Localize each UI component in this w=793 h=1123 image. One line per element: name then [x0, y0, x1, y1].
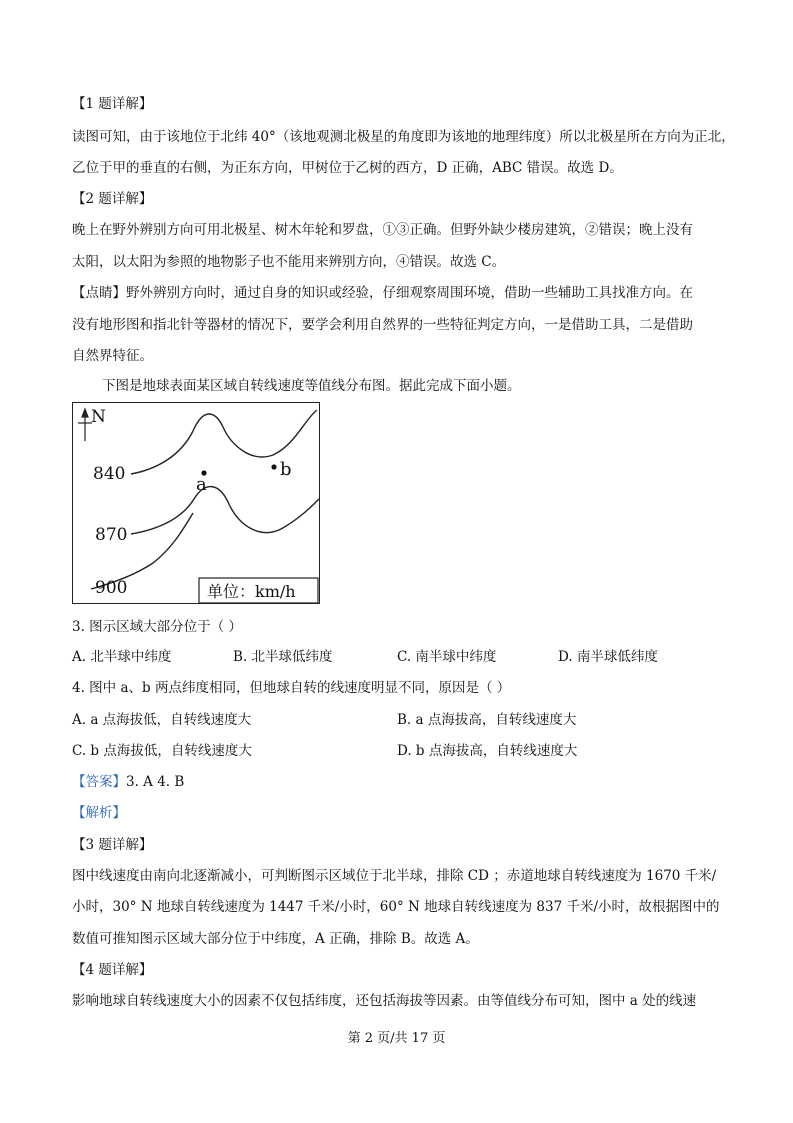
- q3-option-b: B. 北半球低纬度: [233, 649, 333, 665]
- heading-q2-detail: 【2 题详解】: [72, 191, 153, 207]
- question-4: 4. 图中 a、b 两点纬度相同，但地球自转的线速度明显不同，原因是（ ）: [72, 680, 511, 696]
- q4-option-a: A. a 点海拔低，自转线速度大: [72, 712, 252, 728]
- paragraph-q1-line2: 乙位于甲的垂直的右侧，为正东方向，甲树位于乙树的西方，D 正确，ABC 错误。故选 D。: [72, 160, 623, 176]
- paragraph-q1-line1: 读图可知，由于该地位于北纬 40°（该地观测北极星的角度即为该地的地理纬度）所以北极星所在方向为正北，: [72, 129, 735, 145]
- north-label: N: [91, 407, 106, 427]
- heading-q3-detail: 【3 题详解】: [72, 837, 153, 853]
- q3-option-c: C. 南半球中纬度: [397, 649, 497, 665]
- isoline-870: [131, 487, 319, 534]
- question-3: 3. 图示区域大部分位于（ ）: [72, 619, 242, 635]
- page-footer: 第 2 页/共 17 页: [347, 1031, 446, 1046]
- paragraph-q3-line1: 图中线速度由南向北逐渐减小，可判断图示区域位于北半球，排除 CD ；赤道地球自转线速度为 1670 千米/: [72, 868, 717, 884]
- isoline-map-figure: [72, 402, 320, 604]
- heading-q1-detail: 【1 题详解】: [72, 96, 153, 112]
- answer-text: 3. A 4. B: [126, 774, 185, 790]
- paragraph-q4-line1: 影响地球自转线速度大小的因素不仅包括纬度，还包括海拔等因素。由等值线分布可知，图中 a 处的线速: [72, 993, 697, 1009]
- analysis-heading: 【解析】: [72, 805, 126, 821]
- paragraph-q2-line1: 晚上在野外辨别方向可用北极星、树木年轮和罗盘，①③正确。但野外缺少楼房建筑，②错误；晚上没有: [72, 222, 693, 238]
- isoline-map: [73, 403, 319, 603]
- heading-q4-detail: 【4 题详解】: [72, 962, 153, 978]
- point-b-label: b: [280, 459, 292, 480]
- isoline-label-900: 900: [95, 578, 128, 598]
- point-b-marker: [271, 464, 276, 469]
- paragraph-tips-line1: 【点睛】野外辨别方向时，通过自身的知识或经验，仔细观察周围环境，借助一些辅助工具找准方向。在: [72, 285, 693, 301]
- answer-line: [72, 772, 184, 792]
- q3-option-a: A. 北半球中纬度: [72, 649, 172, 665]
- paragraph-tips-line3: 自然界特征。: [72, 348, 153, 364]
- q4-option-b: B. a 点海拔高，自转线速度大: [397, 712, 577, 728]
- isoline-label-870: 870: [95, 525, 128, 545]
- figure-intro: 下图是地球表面某区域自转线速度等值线分布图。据此完成下面小题。: [102, 378, 521, 394]
- q3-option-d: D. 南半球低纬度: [558, 649, 658, 665]
- q4-option-d: D. b 点海拔高，自转线速度大: [397, 743, 578, 759]
- isoline-label-840: 840: [93, 464, 126, 484]
- paragraph-q2-line2: 太阳，以太阳为参照的地物影子也不能用来辨别方向，④错误。故选 C。: [72, 254, 506, 270]
- q4-option-c: C. b 点海拔低，自转线速度大: [72, 743, 252, 759]
- north-arrow-icon: [78, 409, 92, 441]
- paragraph-tips-line2: 没有地形图和指北针等器材的情况下，要学会利用自然界的一些特征判定方向，一是借助工具，二是借助: [72, 317, 693, 333]
- answer-tag: 【答案】: [72, 774, 126, 790]
- paragraph-q3-line3: 数值可推知图示区域大部分位于中纬度，A 正确，排除 B。故选 A。: [72, 931, 479, 947]
- unit-label: 单位：km/h: [207, 582, 296, 601]
- point-a-label: a: [196, 474, 207, 495]
- paragraph-q3-line2: 小时，30° N 地球自转线速度为 1447 千米/小时，60° N 地球自转线速度为 837 千米/小时，故根据图中的: [72, 899, 720, 915]
